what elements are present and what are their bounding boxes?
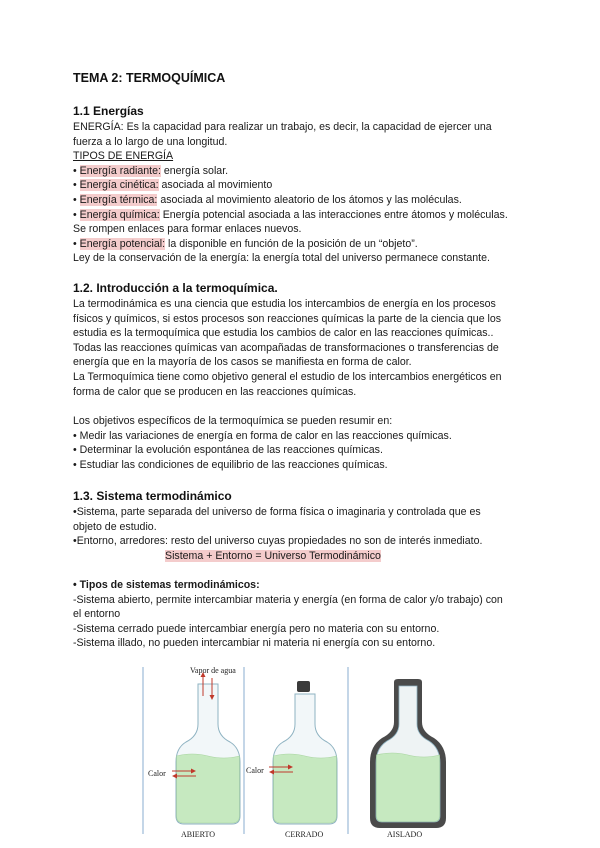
closed-system-bottle bbox=[246, 681, 337, 839]
environment-definition-line: •Entorno, arredores: resto del universo cuyas propiedades no son de interés inmediato. bbox=[73, 535, 483, 548]
section-1-3-heading: 1.3. Sistema termodinámico bbox=[73, 489, 232, 503]
chemical-energy-continuation: Se rompen enlaces para formar enlaces nuevos. bbox=[73, 223, 302, 236]
energy-type-name: Energía química: bbox=[79, 208, 160, 221]
thermodynamic-systems-figure bbox=[142, 662, 462, 842]
energy-type-item: • Energía térmica: asociada al movimiento aleatorio de los átomos y las moléculas. bbox=[73, 194, 462, 206]
bottle-liquid bbox=[177, 754, 240, 823]
paragraph-line: forma de calor que se producen en las reacciones químicas. bbox=[73, 385, 357, 398]
open-system-bottle bbox=[148, 666, 240, 839]
energy-type-item: • Energía química: Energía potencial asociada a las interacciones entre átomos y moléculas. bbox=[73, 208, 508, 221]
energy-type-name: Energía radiante: bbox=[79, 164, 161, 177]
system-definition-line: objeto de estudio. bbox=[73, 520, 157, 533]
conservation-law: Ley de la conservación de la energía: la energía total del universo permanece constante. bbox=[73, 252, 490, 265]
energy-type-name: Energía potencial: bbox=[79, 237, 166, 250]
energy-type-item: • Energía potencial: la disponible en función de la posición de un “objeto”. bbox=[73, 237, 418, 250]
paragraph-line: La Termoquímica tiene como objetivo general el estudio de los intercambios energéticos en bbox=[73, 371, 502, 383]
universe-equation bbox=[165, 549, 381, 564]
energy-type-desc: energía solar. bbox=[160, 164, 229, 177]
energy-type-desc: asociada al movimiento aleatorio de los átomos y las moléculas. bbox=[157, 194, 462, 206]
bottle-cap bbox=[297, 681, 310, 692]
caption-open: ABIERTO bbox=[181, 830, 216, 839]
heat-label-closed: Calor bbox=[246, 766, 264, 775]
energy-type-name: Energía térmica: bbox=[79, 194, 158, 206]
paragraph-line: energía que en la mayoría de los casos se manifiesta en forma de calor. bbox=[73, 356, 412, 369]
energy-type-name: Energía cinética: bbox=[79, 179, 159, 192]
section-1-2-heading: 1.2. Introducción a la termoquímica. bbox=[73, 281, 278, 295]
energy-type-desc: Energía potencial asociada a las interacciones entre átomos y moléculas. bbox=[159, 208, 508, 221]
system-type-line: -Sistema illado, no pueden intercambiar ni materia ni energía con su entorno. bbox=[73, 637, 436, 650]
energy-type-item: • Energía radiante: energía solar. bbox=[73, 164, 229, 177]
universe-equation-text: Sistema + Entorno = Universo Termodinámico bbox=[165, 549, 381, 562]
section-1-1-heading: 1.1 Energías bbox=[73, 104, 144, 118]
paragraph-line: físicos y químicos, si estos procesos son reacciones químicas la parte de la ciencia que los bbox=[73, 312, 502, 325]
system-type-line: -Sistema abierto, permite intercambiar materia y energía (en forma de calor y/o trabajo) con bbox=[73, 593, 503, 606]
energy-definition-line-2: fuerza a lo largo de una longitud. bbox=[73, 135, 228, 148]
paragraph-line: estudia es la termoquímica que estudia los cambios de calor en las reacciones químicas.. bbox=[73, 327, 494, 340]
caption-closed: CERRADO bbox=[285, 830, 324, 839]
energy-definition-line-1: ENERGÍA: Es la capacidad para realizar un trabajo, es decir, la capacidad de ejercer una bbox=[73, 121, 492, 133]
system-definition-line: •Sistema, parte separada del universo de forma física o imaginaria y controlada que es bbox=[73, 506, 481, 518]
bottle-liquid bbox=[377, 753, 440, 822]
energy-types-heading: TIPOS DE ENERGÍA bbox=[73, 150, 174, 163]
page-title: TEMA 2: TERMOQUÍMICA bbox=[73, 71, 226, 85]
energy-type-desc: la disponible en función de la posición de un “objeto”. bbox=[165, 237, 418, 250]
energy-type-item: • Energía cinética: asociada al movimiento bbox=[73, 179, 273, 192]
system-types-heading: • Tipos de sistemas termodinámicos: bbox=[73, 579, 260, 591]
energy-type-desc: asociada al movimiento bbox=[158, 179, 273, 192]
heat-label-open: Calor bbox=[148, 769, 166, 778]
objectives-intro: Los objetivos específicos de la termoquímica se pueden resumir en: bbox=[73, 415, 393, 427]
system-type-line: el entorno bbox=[73, 608, 121, 621]
paragraph-line: Todas las reacciones químicas van acompañadas de transformaciones o transferencias de bbox=[73, 341, 499, 354]
bottle-liquid bbox=[274, 754, 337, 823]
isolated-system-bottle bbox=[370, 679, 446, 839]
vapor-label: Vapor de agua bbox=[190, 666, 236, 675]
system-type-line: -Sistema cerrado puede intercambiar energía pero no materia con su entorno. bbox=[73, 622, 440, 635]
objective-item: • Estudiar las condiciones de equilibrio de las reacciones químicas. bbox=[73, 458, 388, 471]
paragraph-line: La termodinámica es una ciencia que estudia los intercambios de energía en los procesos bbox=[73, 298, 496, 310]
caption-isolated: AISLADO bbox=[387, 830, 423, 839]
objective-item: • Medir las variaciones de energía en forma de calor en las reacciones químicas. bbox=[73, 429, 452, 442]
objective-item: • Determinar la evolución espontánea de las reacciones químicas. bbox=[73, 444, 383, 457]
